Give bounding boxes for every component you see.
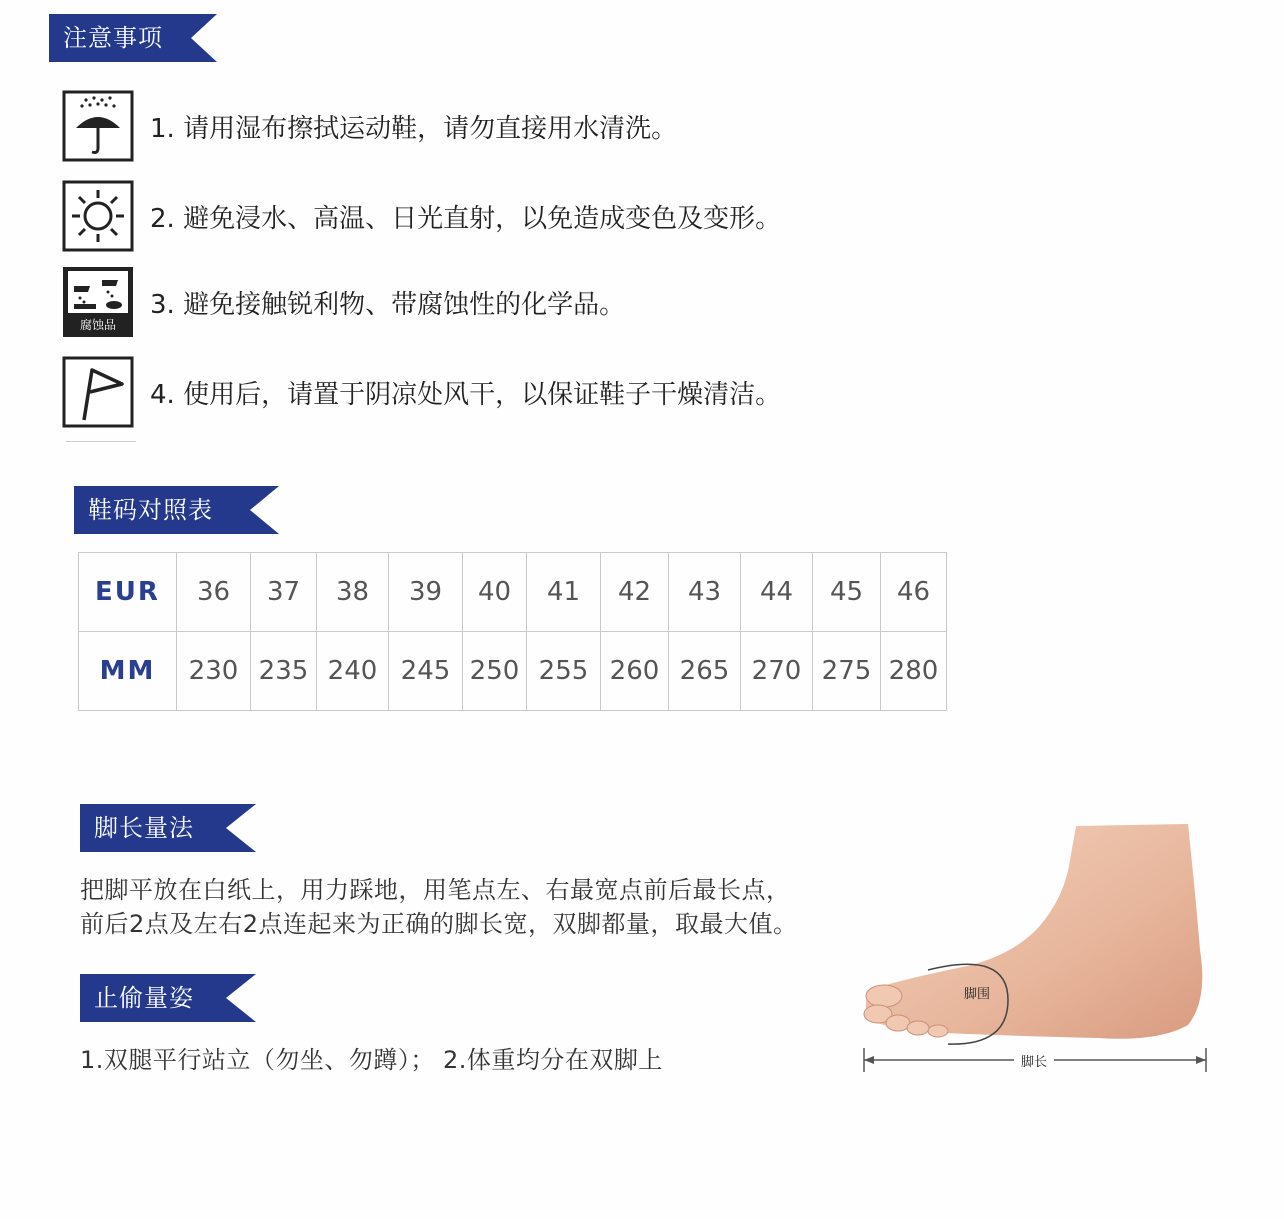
care-text: 4. 使用后，请置于阴凉处风干，以保证鞋子干燥清洁。: [150, 380, 782, 410]
mm-cell: 245: [389, 632, 463, 711]
table-row: [79, 632, 947, 711]
foot-illustration: [858, 820, 1218, 1090]
mm-cell: 240: [317, 632, 389, 711]
mm-cell: 265: [669, 632, 741, 711]
measure-text-line: 前后2点及左右2点连起来为正确的脚长宽，双脚都量，取最大值。: [80, 910, 798, 938]
measure-text-line: 把脚平放在白纸上，用力踩地，用笔点左、右最宽点前后最长点，: [80, 876, 791, 904]
care-text: 2. 避免浸水、高温、日光直射，以免造成变色及变形。: [150, 204, 782, 234]
umbrella-rain-icon: [62, 90, 134, 162]
mm-cell: 280: [881, 632, 947, 711]
section-title-size: 鞋码对照表: [88, 496, 213, 524]
care-text: 1. 请用湿布擦拭运动鞋，请勿直接用水清洗。: [150, 114, 678, 144]
corrosive-icon-label: 腐蚀品: [79, 318, 117, 332]
eur-cell: 42: [601, 553, 669, 632]
eur-cell: 46: [881, 553, 947, 632]
eur-cell: 41: [527, 553, 601, 632]
divider: [66, 441, 136, 442]
mm-cell: 255: [527, 632, 601, 711]
sun-icon: [62, 180, 134, 252]
mm-cell: 235: [251, 632, 317, 711]
girth-label: 脚围: [964, 987, 991, 1002]
care-text: 3. 避免接触锐利物、带腐蚀性的化学品。: [150, 290, 626, 320]
mm-cell: 260: [601, 632, 669, 711]
section-title-posture: 止偷量姿: [94, 984, 194, 1012]
eur-cell: 40: [463, 553, 527, 632]
eur-cell: 45: [813, 553, 881, 632]
eur-cell: 44: [741, 553, 813, 632]
corrosive-icon: [62, 266, 134, 338]
row-header-eur: EUR: [79, 553, 177, 632]
mm-cell: 270: [741, 632, 813, 711]
mm-cell: 230: [177, 632, 251, 711]
eur-cell: 43: [669, 553, 741, 632]
length-label: 脚长: [1020, 1055, 1048, 1070]
mm-cell: 275: [813, 632, 881, 711]
posture-text: 1.双腿平行站立（勿坐、勿蹲）； 2.体重均分在双脚上: [80, 1046, 663, 1074]
section-title-care: 注意事项: [63, 24, 163, 52]
eur-cell: 38: [317, 553, 389, 632]
flag-icon: [62, 356, 134, 428]
size-chart-table: [78, 552, 947, 711]
eur-cell: 39: [389, 553, 463, 632]
table-row: [79, 553, 947, 632]
foot-shape: [866, 824, 1202, 1039]
row-header-mm: MM: [79, 632, 177, 711]
mm-cell: 250: [463, 632, 527, 711]
eur-cell: 36: [177, 553, 251, 632]
section-title-measure: 脚长量法: [94, 814, 194, 842]
eur-cell: 37: [251, 553, 317, 632]
